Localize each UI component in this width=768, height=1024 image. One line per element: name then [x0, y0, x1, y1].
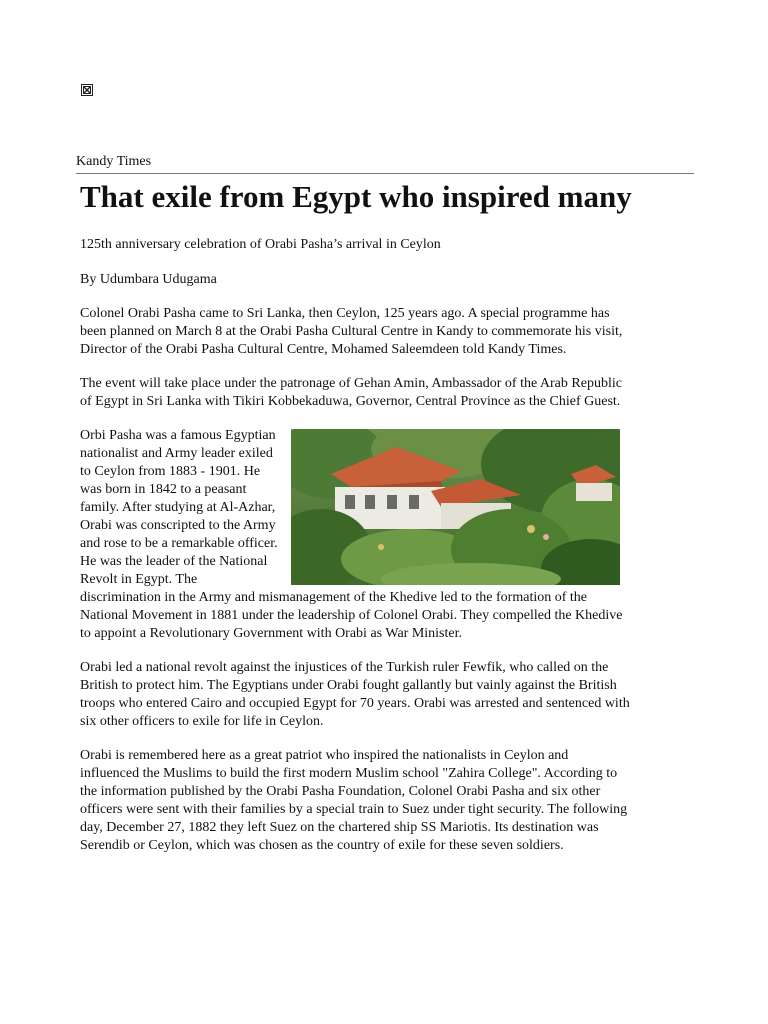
article-body — [80, 236, 630, 871]
headline: That exile from Egypt who inspired many — [80, 179, 632, 214]
paragraph-4: Orabi led a national revolt against the injustices of the Turkish ruler Fewfik, who called on the British to protect him. The Egyptians under Orabi fought gallantly but vainly against the British troops who entered Cairo and occupied Egypt for 70 years. Orabi was arrested and sentenced with six other officers to exile for life in Ceylon. — [80, 660, 630, 729]
paragraph-5: Orabi is remembered here as a great patriot who inspired the nationalists in Ceylon and influenced the Muslims to build the first modern Muslim school "Zahira College". According to the information published by the Orabi Pasha Foundation, Colonel Orabi Pasha and six other officers were sent with their families by a special train to Suez under tight security. The following day, December 27, 1882 they left Suez on the chartered ship SS Mariotis. Its destination was Serendib or Ceylon, which was chosen as the country of exile for these seven soldiers. — [80, 748, 628, 853]
subheadline: 125th anniversary celebration of Orabi Pasha’s arrival in Ceylon — [80, 237, 441, 252]
divider — [76, 173, 694, 174]
broken-image-icon — [81, 84, 93, 96]
paragraph-2: The event will take place under the patronage of Gehan Amin, Ambassador of the Arab Republic of Egypt in Sri Lanka with Tikiri Kobbekaduwa, Governor, Central Province as the Chief Guest. — [80, 376, 622, 409]
paragraph-1: Colonel Orabi Pasha came to Sri Lanka, then Ceylon, 125 years ago. A special programme has been planned on March 8 at the Orabi Pasha Cultural Centre in Kandy to commemorate his visit, Director of the Orabi Pasha Cultural Centre, Mohamed Saleemdeen told Kandy Times. — [80, 306, 623, 357]
paragraph-3: Orbi Pasha was a famous Egyptian nationalist and Army leader exiled to Ceylon from 1883 - 1901. He was born in 1842 to a peasant family. After studying at Al-Azhar, Orabi was conscripted to the Army and rose to be a remarkable officer. He was the leader of the National Revolt in Egypt. The discrimination in the Army and mismanagement of the Khedive led to the formation of the National Movement in 1881 under the leadership of Colonel Orabi. They compelled the Khedive to appoint a Revolutionary Government with Orabi as War Minister. — [80, 427, 630, 643]
house-photo — [291, 429, 620, 585]
source-label: Kandy Times — [76, 154, 152, 169]
byline: By Udumbara Udugama — [80, 272, 217, 287]
